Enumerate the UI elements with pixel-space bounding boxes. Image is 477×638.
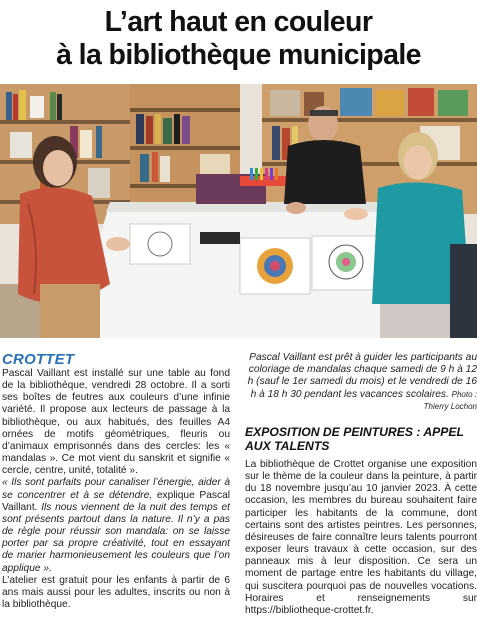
caption-text: Pascal Vaillant est prêt à guider les participants au coloriage de mandalas chaque samedi de 9 h à 12 h (sauf le 1er samedi du mois) et le vendredi de 16 h à 18 h 30 pendant les vacances scolaires. <box>247 352 477 400</box>
headline-line-2: à la bibliothèque municipale <box>56 39 421 71</box>
photo-caption <box>245 352 477 413</box>
paragraph-1: Pascal Vaillant est installé sur une table au fond de la bibliothèque, vendredi 28 octobre. Il a sorti ses boîtes de feutres aux couleurs d’une infinie variété. Il propose aux lecteurs de passage à la bibliothèque, ou aux habitués, des feuilles A4 ornées de motifs géométriques, fleuris ou d’animaux emprisonnés dans des cercles: les « mandalas ». Ce mot vient du sanskrit et signifie « cercle, centre, unité, totalité ». <box>2 368 230 477</box>
quote-part-2: Ils nous viennent de la nuit des temps et sont présents partout dans la nature. Il n’y a pas de règle pour réussir son mandala: on se laisse porter par sa propre créativité, tout en essayant de marier harmonieusement les couleurs que l’on applique ». <box>2 501 230 574</box>
kicker-crottet: CROTTET <box>2 351 75 368</box>
paragraph-2 <box>2 477 230 574</box>
headline-line-1: L’art haut en couleur <box>104 6 373 38</box>
exposition-paragraph: La bibliothèque de Crottet organise une exposition sur le thème de la couleur dans la peinture, à partir du 18 novembre jusqu’au 10 janvier 2023. À cette occasion, les membres du bureau souhaitent faire participer les habitants de la commune, dont certains sont des artistes peintres. Les personnes, désireuses de faire connaître leurs talents pourront exposer leurs travaux à cette occasion, sur des panneaux mis à leur disposition. Ce sera un moment de partage entre les habitants du village, qui suscitera pourquoi pas de nouvelles vocations. Horaires et renseignements sur https://bibliotheque-crottet.fr. <box>245 459 477 616</box>
left-column <box>2 352 230 611</box>
article-photo <box>0 84 477 338</box>
paragraph-3: L’atelier est gratuit pour les enfants à partir de 6 ans mais aussi pour les adultes, inscrits ou non à la bibliothèque. <box>2 574 230 610</box>
subheading: EXPOSITION DE PEINTURES : APPEL AUX TALENTS <box>245 425 464 454</box>
photo-credit: Photo : Thierry Lochon <box>423 389 477 411</box>
right-column <box>245 352 477 617</box>
headline <box>0 6 477 72</box>
quote-part-1: « Ils sont parfaits pour canaliser l’énergie, aider à se concentrer et à se détendre, <box>2 477 230 501</box>
attribution: explique Pascal Vaillant. <box>2 489 230 513</box>
